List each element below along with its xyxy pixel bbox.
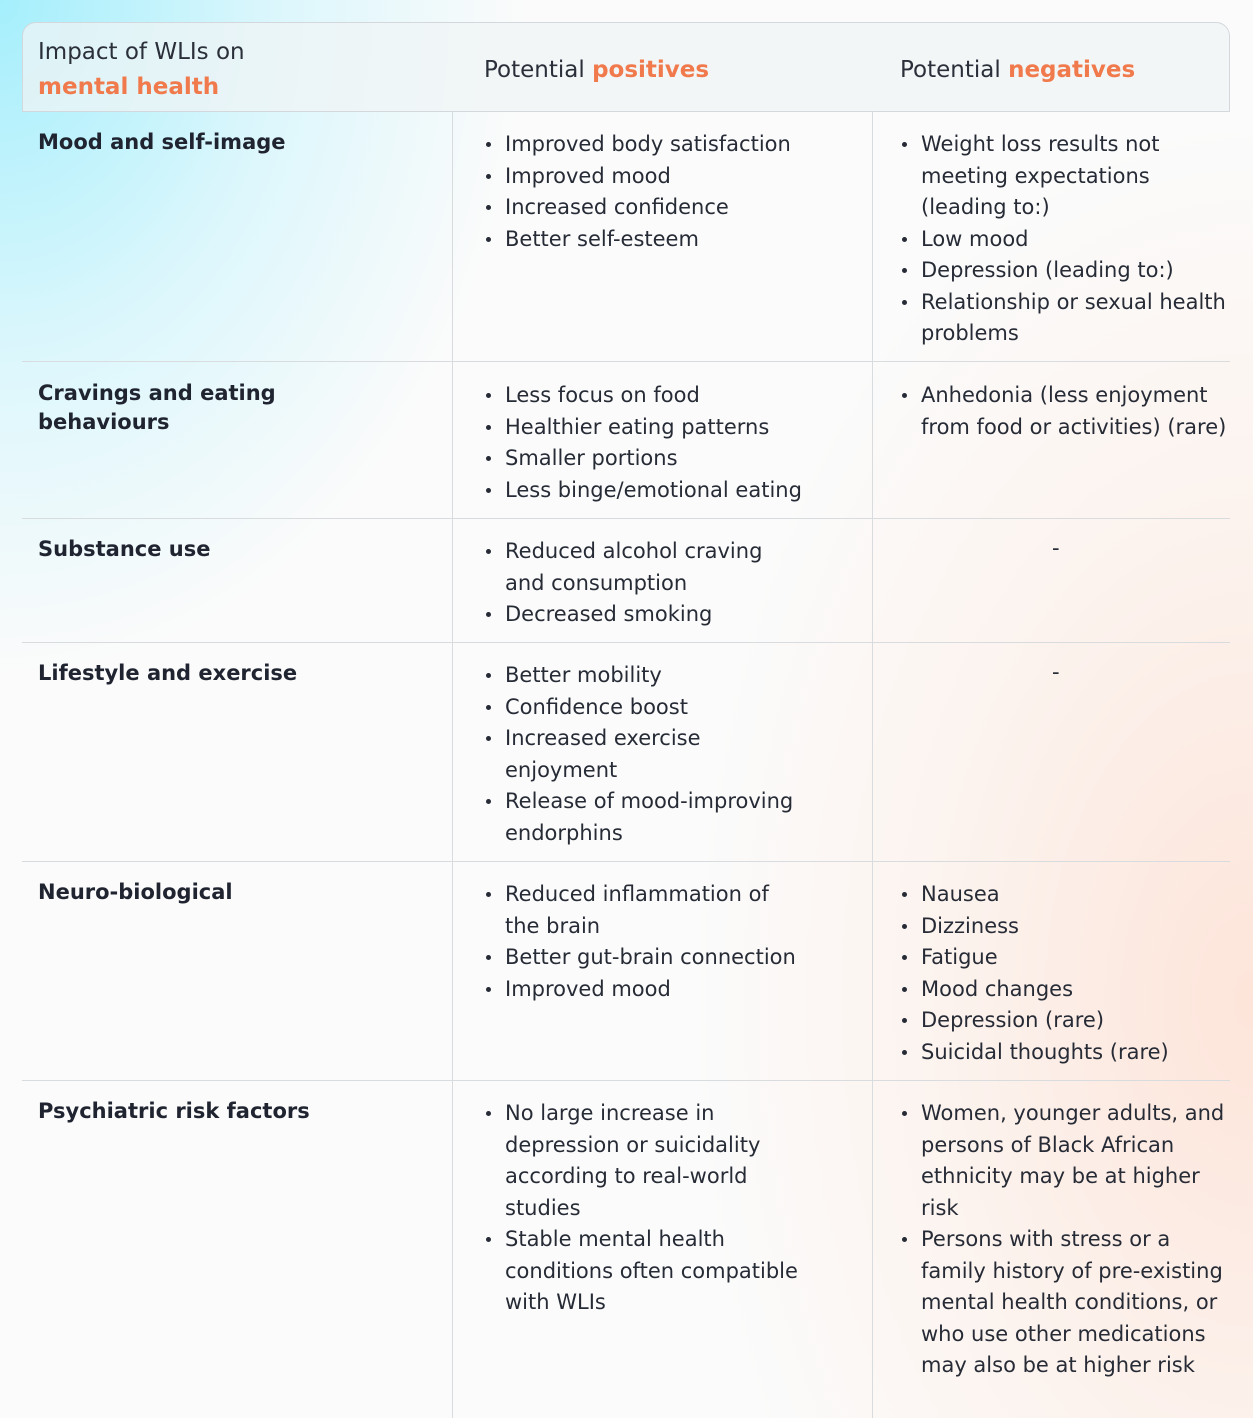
header-positives (484, 53, 709, 88)
list-item: Less binge/emotional eating (484, 475, 834, 507)
list-item: Women, younger adults, and persons of Black African ethnicity may be at higher risk (900, 1098, 1230, 1224)
row-mood-negatives (900, 129, 1236, 350)
row-psychiatric-positives (484, 1098, 804, 1319)
header-impact-text: Impact of WLIs on (38, 39, 245, 65)
header-impact-accent: mental health (38, 74, 220, 100)
wli-mental-health-table (22, 22, 1230, 1418)
header-negatives-prefix: Potential (900, 57, 1001, 83)
row-title-substance: Substance use (38, 537, 211, 561)
column-divider (452, 111, 453, 1418)
list-item: No large increase in depression or suicidality according to real-world studies (484, 1098, 804, 1224)
list-item: Depression (rare) (900, 1005, 1230, 1037)
row-divider (22, 518, 1230, 519)
list-item: Release of mood-improving endorphins (484, 786, 804, 849)
row-substance-positives (484, 536, 784, 631)
list-item: Nausea (900, 879, 1230, 911)
list-item: Healthier eating patterns (484, 412, 834, 444)
list-item: Reduced inflammation of the brain (484, 879, 804, 942)
list-item: Weight loss results not meeting expectations (leading to:) (900, 129, 1236, 224)
row-lifestyle-negatives-empty: - (1052, 660, 1060, 684)
list-item: Low mood (900, 224, 1236, 256)
list-item: Smaller portions (484, 443, 834, 475)
list-item: Better mobility (484, 660, 804, 692)
list-item: Persons with stress or a family history of pre-existing mental health conditions, or who use other medications may also be at higher risk (900, 1224, 1230, 1382)
header-negatives-accent: negatives (1008, 57, 1136, 83)
list-item: Less focus on food (484, 380, 834, 412)
list-item: Stable mental health conditions often compatible with WLIs (484, 1224, 804, 1319)
header-negatives (900, 53, 1135, 88)
list-item: Decreased smoking (484, 599, 784, 631)
row-title-mood: Mood and self-image (38, 130, 286, 154)
row-lifestyle-positives (484, 660, 804, 849)
list-item: Suicidal thoughts (rare) (900, 1037, 1230, 1069)
list-item: Depression (leading to:) (900, 255, 1236, 287)
row-psychiatric-negatives (900, 1098, 1230, 1382)
list-item: Anhedonia (less enjoyment from food or activities) (rare) (900, 380, 1230, 443)
row-title-neuro: Neuro-biological (38, 880, 233, 904)
list-item: Dizziness (900, 911, 1230, 943)
row-neuro-negatives (900, 879, 1230, 1068)
list-item: Improved mood (484, 161, 834, 193)
row-title-lifestyle: Lifestyle and exercise (38, 661, 298, 685)
list-item: Improved body satisfaction (484, 129, 834, 161)
row-divider (22, 1080, 1230, 1081)
list-item: Better self-esteem (484, 224, 834, 256)
list-item: Mood changes (900, 974, 1230, 1006)
row-cravings-positives (484, 380, 834, 506)
list-item: Fatigue (900, 942, 1230, 974)
list-item: Confidence boost (484, 692, 804, 724)
list-item: Increased confidence (484, 192, 834, 224)
header-impact (38, 35, 245, 105)
row-title-cravings: Cravings and eating behaviours (38, 381, 276, 434)
list-item: Improved mood (484, 974, 804, 1006)
row-divider (22, 861, 1230, 862)
list-item: Reduced alcohol craving and consumption (484, 536, 784, 599)
row-neuro-positives (484, 879, 804, 1005)
header-positives-prefix: Potential (484, 57, 585, 83)
list-item: Relationship or sexual health problems (900, 287, 1236, 350)
list-item: Better gut-brain connection (484, 942, 804, 974)
row-cravings-negatives (900, 380, 1230, 443)
column-divider (872, 111, 873, 1418)
header-positives-accent: positives (592, 57, 710, 83)
row-divider (22, 642, 1230, 643)
list-item: Increased exercise enjoyment (484, 723, 804, 786)
row-mood-positives (484, 129, 834, 255)
row-title-psychiatric: Psychiatric risk factors (38, 1099, 310, 1123)
row-divider (22, 361, 1230, 362)
table-header (22, 22, 1230, 112)
row-substance-negatives-empty: - (1052, 536, 1060, 560)
